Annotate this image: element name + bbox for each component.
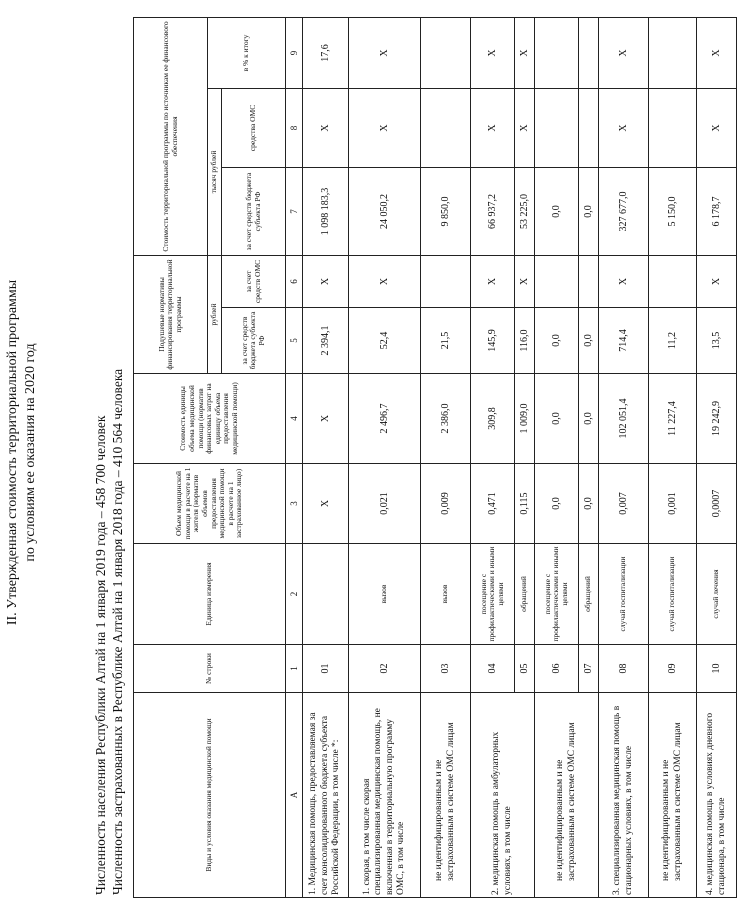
row-volume: 0,001 (649, 464, 697, 544)
row-cost: 2 386,0 (421, 374, 471, 464)
section-title: II. Утвержденная стоимость территориальной программы (5, 279, 20, 626)
row-unit: случай госпитализации (649, 544, 697, 645)
row-unit: вызов (421, 544, 471, 645)
row-pc-budget: 145,9 (471, 308, 515, 374)
column-index: 6 (286, 256, 303, 308)
row-unit: случай госпитализации (599, 544, 649, 645)
row-pc-budget: 52,4 (349, 308, 421, 374)
row-volume: 0,0007 (697, 464, 737, 544)
table-row (349, 18, 421, 898)
row-tc-budget: 0,0 (579, 168, 599, 256)
row-volume: 0,115 (515, 464, 535, 544)
row-no: 07 (579, 645, 599, 693)
row-name: 2. медицинская помощь в амбулаторных условиях, в том числе (471, 693, 535, 898)
header-percent: в % к итогу (208, 18, 286, 89)
table-row (471, 18, 515, 898)
row-tc-oms: Х (471, 89, 515, 168)
rotated-page (5, 5, 727, 900)
header-row-no: № строки (134, 645, 286, 693)
row-unit: посещение с профилактическими и иными целями (535, 544, 579, 645)
row-tc-budget: 6 178,7 (697, 168, 737, 256)
row-pc-oms (421, 256, 471, 308)
row-tc-oms (421, 89, 471, 168)
row-unit: обращений (579, 544, 599, 645)
row-pct (649, 18, 697, 89)
column-index: А (286, 693, 303, 898)
population-insured: Численность застрахованных в Республике Алтай на 1 января 2018 года – 410 564 человека (110, 368, 125, 895)
column-index-row (286, 18, 303, 898)
row-cost: Х (303, 374, 349, 464)
row-no: 09 (649, 645, 697, 693)
row-unit: вызов (349, 544, 421, 645)
column-index: 1 (286, 645, 303, 693)
row-tc-oms: Х (599, 89, 649, 168)
column-index: 9 (286, 18, 303, 89)
row-pc-budget: 13,5 (697, 308, 737, 374)
header-cost: Стоимость единицы объема медицинской помощи (норматив финансовых затрат на единицу объема предоставления медицинской помощи) (134, 374, 286, 464)
row-name: 3. специализированная медицинская помощь в стационарных условиях, в том числе (599, 693, 649, 898)
row-no: 04 (471, 645, 515, 693)
row-no: 06 (535, 645, 579, 693)
row-tc-budget: 0,0 (535, 168, 579, 256)
row-cost: 0,0 (579, 374, 599, 464)
section-subtitle: по условиям ее оказания на 2020 год (23, 343, 38, 562)
row-pc-oms (649, 256, 697, 308)
header-unit: Единица измерения (134, 544, 286, 645)
table-row (649, 18, 697, 898)
header-volume: Объем медицинской помощи в расчете на 1 жителя (норматив объемов предоставления медицинской помощи в расчете на 1 застрахованное лицо) (134, 464, 286, 544)
row-tc-oms (535, 89, 579, 168)
row-tc-budget: 327 677,0 (599, 168, 649, 256)
header-pc-oms: за счет средств ОМС (222, 256, 286, 308)
row-cost: 309,8 (471, 374, 515, 464)
row-pc-oms: Х (471, 256, 515, 308)
header-type: Виды и условия оказания медицинской помощи (134, 693, 286, 898)
column-index: 5 (286, 308, 303, 374)
row-volume: 0,007 (599, 464, 649, 544)
row-tc-budget: 24 050,2 (349, 168, 421, 256)
row-no: 05 (515, 645, 535, 693)
row-tc-oms: Х (349, 89, 421, 168)
row-pc-budget: 116,0 (515, 308, 535, 374)
table-row (697, 18, 737, 898)
row-pct: Х (515, 18, 535, 89)
row-no: 03 (421, 645, 471, 693)
table-row (303, 18, 349, 898)
row-cost: 1 009,0 (515, 374, 535, 464)
row-pct: Х (697, 18, 737, 89)
row-pc-oms: Х (599, 256, 649, 308)
row-pc-budget: 714,4 (599, 308, 649, 374)
row-tc-oms: Х (303, 89, 349, 168)
row-cost: 0,0 (535, 374, 579, 464)
program-cost-table (133, 17, 737, 898)
row-pc-oms: Х (515, 256, 535, 308)
row-pc-oms: Х (697, 256, 737, 308)
row-unit: случай лечения (697, 544, 737, 645)
row-pc-oms (579, 256, 599, 308)
row-no: 08 (599, 645, 649, 693)
row-tc-budget: 9 850,0 (421, 168, 471, 256)
header-thousand-rubles: тысяч рублей (208, 89, 222, 256)
row-tc-oms (649, 89, 697, 168)
row-name: не идентифицированным и не застрахованным в системе ОМС лицам (421, 693, 471, 898)
column-index: 4 (286, 374, 303, 464)
header-tc-oms: средства ОМС (222, 89, 286, 168)
row-pct (579, 18, 599, 89)
row-volume: 0,0 (535, 464, 579, 544)
row-cost: 11 227,4 (649, 374, 697, 464)
row-pc-budget: 11,2 (649, 308, 697, 374)
row-volume: 0,471 (471, 464, 515, 544)
row-pct: Х (599, 18, 649, 89)
row-no: 01 (303, 645, 349, 693)
row-pct: Х (349, 18, 421, 89)
row-cost: 2 496,7 (349, 374, 421, 464)
row-volume: 0,0 (579, 464, 599, 544)
row-pct: 17,6 (303, 18, 349, 89)
row-tc-oms: Х (697, 89, 737, 168)
row-name: не идентифицированным и не застрахованным в системе ОМС лицам (535, 693, 599, 898)
row-pc-oms: Х (303, 256, 349, 308)
row-pct (535, 18, 579, 89)
column-index: 2 (286, 544, 303, 645)
table-row (421, 18, 471, 898)
column-index: 7 (286, 168, 303, 256)
row-unit (303, 544, 349, 645)
header-pc-budget: за счет средств бюджета субъекта РФ (222, 308, 286, 374)
row-pct: Х (471, 18, 515, 89)
row-volume: Х (303, 464, 349, 544)
header-program-cost: Стоимость территориальной программы по источникам ее финансового обеспечения (134, 18, 208, 256)
row-unit: посещение с профилактическими и иными целями (471, 544, 515, 645)
row-tc-oms (579, 89, 599, 168)
row-pc-budget: 2 394,1 (303, 308, 349, 374)
row-tc-budget: 1 098 183,3 (303, 168, 349, 256)
table-row (599, 18, 649, 898)
row-pc-oms (535, 256, 579, 308)
row-volume: 0,021 (349, 464, 421, 544)
row-cost: 102 051,4 (599, 374, 649, 464)
population-total: Численность населения Республики Алтай на 1 января 2019 года – 458 700 человек (93, 415, 108, 895)
row-pc-oms: Х (349, 256, 421, 308)
column-index: 3 (286, 464, 303, 544)
row-tc-oms: Х (515, 89, 535, 168)
row-tc-budget: 53 225,0 (515, 168, 535, 256)
row-pc-budget: 0,0 (535, 308, 579, 374)
row-cost: 19 242,9 (697, 374, 737, 464)
row-no: 10 (697, 645, 737, 693)
row-pc-budget: 21,5 (421, 308, 471, 374)
row-tc-budget: 5 150,0 (649, 168, 697, 256)
header-tc-budget: за счет средств бюджета субъекта РФ (222, 168, 286, 256)
row-volume: 0,009 (421, 464, 471, 544)
row-unit: обращений (515, 544, 535, 645)
header-per-capita: Подушевые нормативы финансирования территориальной программы (134, 256, 208, 374)
row-name: 4. медицинская помощь в условиях дневного стационара, в том числе (697, 693, 737, 898)
row-pc-budget: 0,0 (579, 308, 599, 374)
row-pct (421, 18, 471, 89)
row-no: 02 (349, 645, 421, 693)
header-rubles: рублей (208, 256, 222, 374)
row-name: не идентифицированным и не застрахованным в системе ОМС лицам (649, 693, 697, 898)
row-tc-budget: 66 937,2 (471, 168, 515, 256)
column-index: 8 (286, 89, 303, 168)
row-name: 1. Медицинская помощь, предоставляемая за счет консолидированного бюджета субъекта Российской Федерации, в том числе *: (303, 693, 349, 898)
table-row (535, 18, 579, 898)
row-name: 1. скорая, в том числе скорая специализированная медицинская помощь, не включенная в территориальную программу ОМС, в том числе (349, 693, 421, 898)
